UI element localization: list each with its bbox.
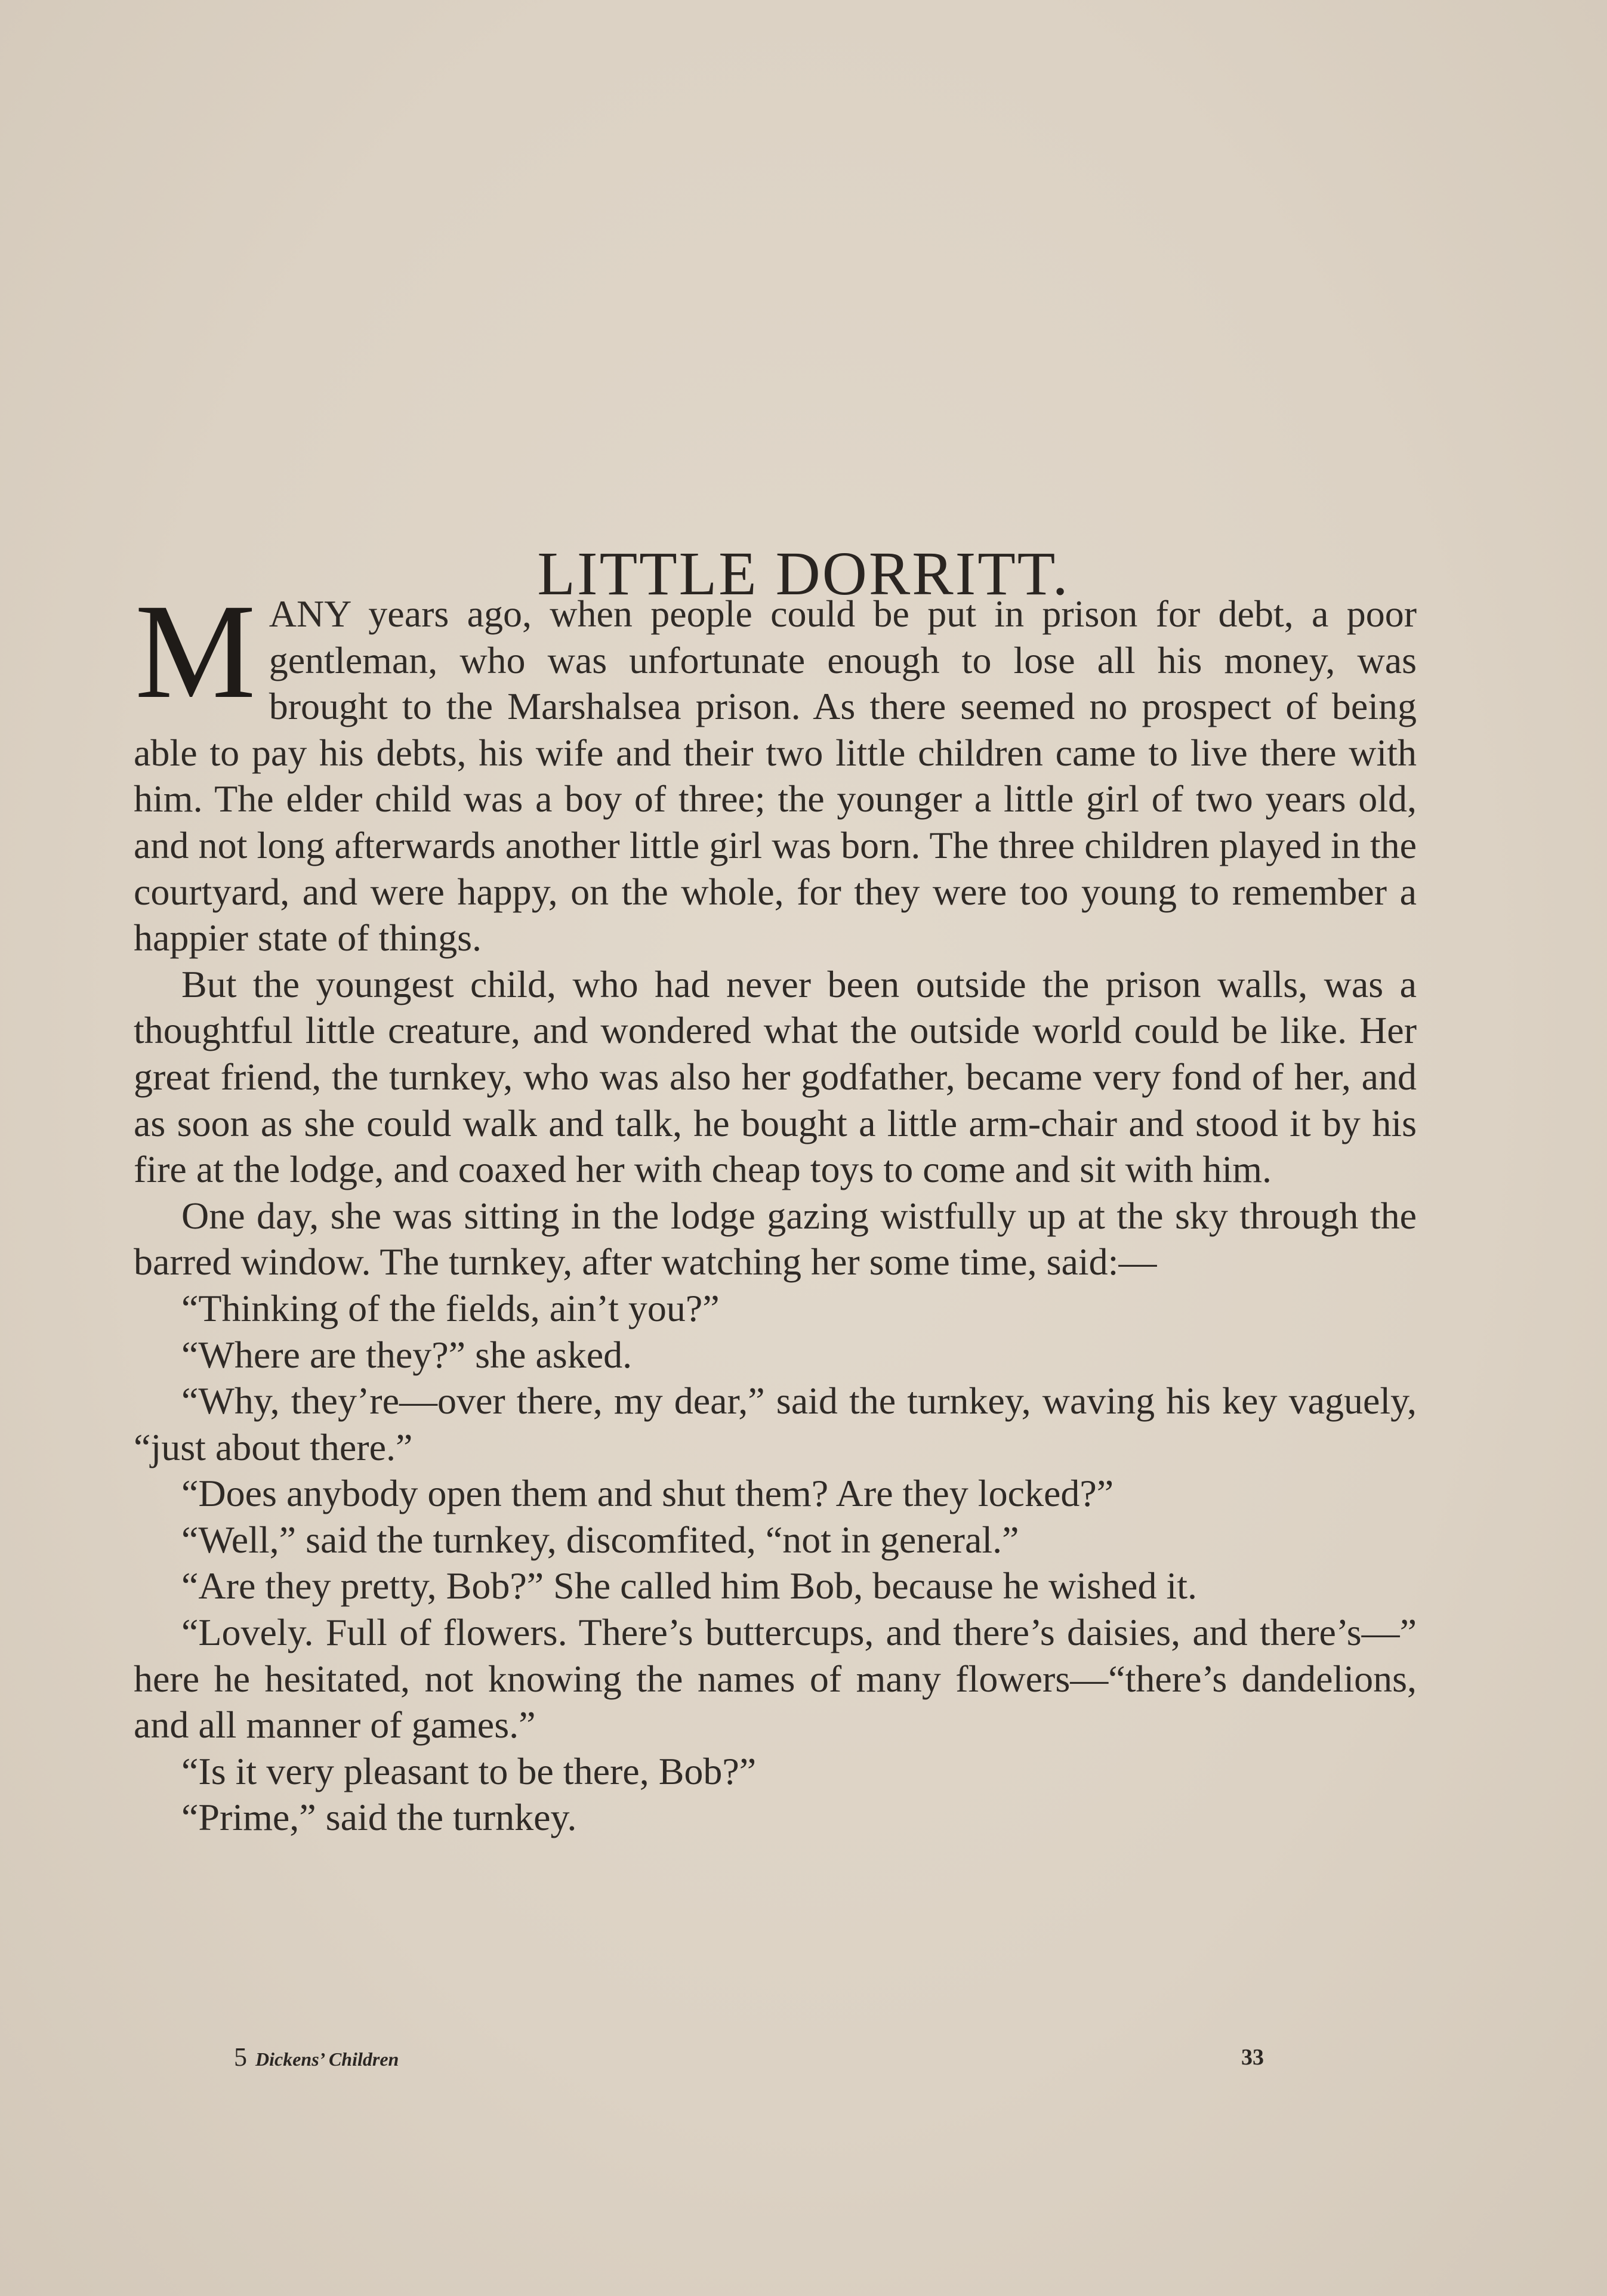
chapter-title: LITTLE DORRITT. [537, 539, 1070, 608]
paragraph-1-text: ANY years ago, when people could be put in prison for debt, a poor gentleman, who was unfortunate enough to lose all his money, was brought to the Marshalsea prison. As there seemed no prospect of being able to pay his debts, his wife and their two little children came to live there with him. The elder child was a boy of three; the younger a little girl of two years old, and not long afterwards another little girl was born. The three children played in the courtyard, and were happy, on the whole, for they were too young to remember a happier state of things. [134, 592, 1417, 959]
signature-text: Dickens’ Children [255, 2048, 399, 2070]
dialogue-line-5: “Well,” said the turnkey, discomfited, “not in general.” [181, 1518, 1019, 1561]
signature-mark [234, 2039, 399, 2077]
page-footer [0, 2039, 1607, 2075]
paragraph-2: But the youngest child, who had never been outside the prison walls, was a thoughtful little creature, and wondered what the outside world could be like. Her great friend, the turnkey, who was also her godfather, became very fond of her, and as soon as she could walk and talk, he bought a little arm-chair and stood it by his fire at the lodge, and coaxed her with cheap toys to come and sit with him. [134, 962, 1417, 1191]
dialogue-line-4: “Does anybody open them and shut them? Are they locked?” [181, 1472, 1114, 1515]
dialogue-line-2: “Where are they?” she asked. [181, 1333, 633, 1376]
dialogue-line-1: “Thinking of the fields, ain’t you?” [181, 1286, 720, 1329]
body-text [134, 576, 1417, 1841]
dialogue-line-3: “Why, they’re—over there, my dear,” said the turnkey, waving his key vaguely, “just about there.” [134, 1380, 1417, 1468]
dialogue-line-7: “Lovely. Full of flowers. There’s buttercups, and there’s daisies, and there’s—” here he hesitated, not knowing the names of many flowers—“there’s dandelions, and all manner of games.” [134, 1611, 1417, 1746]
page-number: 33 [1241, 2045, 1264, 2070]
signature-number: 5 [234, 2042, 247, 2072]
paragraph-1 [134, 576, 1417, 961]
dialogue-line-9: “Prime,” said the turnkey. [181, 1796, 577, 1839]
dialogue-line-8: “Is it very pleasant to be there, Bob?” [181, 1749, 757, 1792]
drop-cap: M [135, 576, 256, 727]
paragraph-3: One day, she was sitting in the lodge gazing wistfully up at the sky through the barred window. The turnkey, after watching her some time, said:— [134, 1194, 1417, 1283]
dialogue-line-6: “Are they pretty, Bob?” She called him Bob, because he wished it. [181, 1564, 1197, 1607]
